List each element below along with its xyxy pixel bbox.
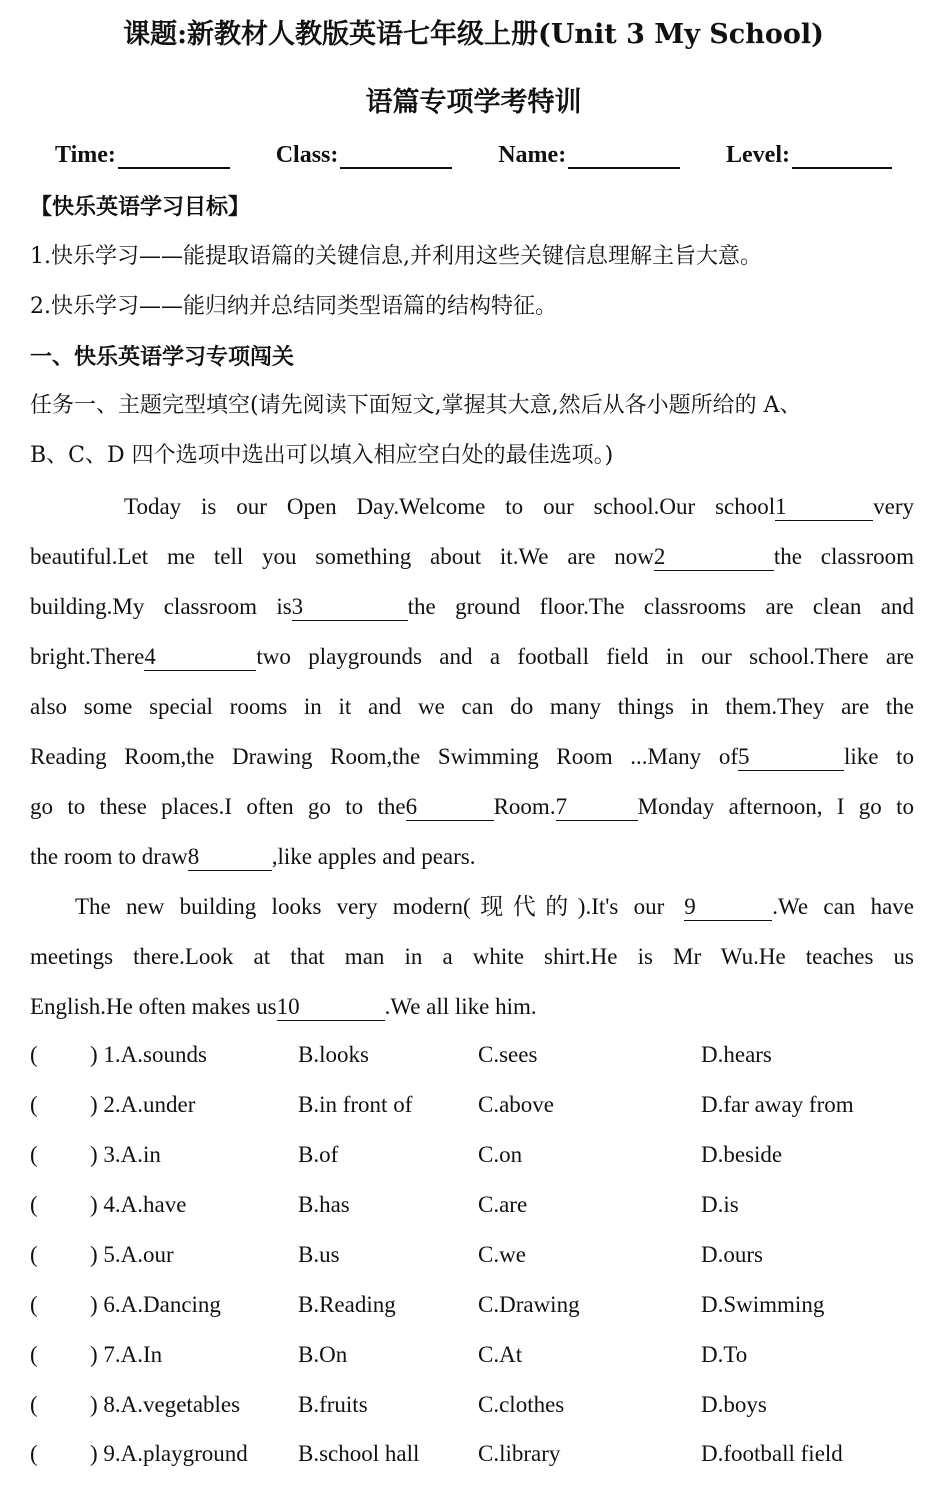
option-b[interactable]: B.of — [298, 1142, 339, 1167]
answer-paren[interactable]: ( — [30, 1441, 38, 1466]
question-row — [30, 1040, 930, 1070]
answer-paren[interactable]: ( — [30, 1192, 38, 1217]
passage-line — [30, 792, 914, 822]
student-info-row — [55, 142, 892, 169]
option-b[interactable]: B.On — [298, 1342, 348, 1367]
question-row — [30, 1290, 930, 1320]
question-stem-option-a[interactable]: ) 9.A.playground — [90, 1441, 248, 1466]
option-b[interactable]: B.has — [298, 1192, 350, 1217]
passage-line: also some special rooms in it and we can do many things in them.They are the — [30, 694, 914, 719]
option-d[interactable]: D.hears — [701, 1042, 772, 1067]
blank-7[interactable]: 7 — [556, 794, 638, 821]
blank-8[interactable]: 8 — [188, 844, 272, 871]
goal-item: 1.快乐学习——能提取语篇的关键信息,并利用这些关键信息理解主旨大意。 — [30, 244, 762, 269]
level-label: Level: — [726, 142, 790, 168]
blank-10[interactable]: 10 — [277, 994, 385, 1021]
option-d[interactable]: D.far away from — [701, 1092, 854, 1117]
option-c[interactable]: C.we — [478, 1242, 526, 1267]
passage-text: ,like apples and pears. — [271, 844, 476, 869]
passage-text: the classroom — [773, 544, 914, 569]
blank-9[interactable]: 9 — [684, 894, 772, 921]
answer-paren[interactable]: ( — [30, 1092, 38, 1117]
passage-text: bright.There — [30, 644, 145, 669]
passage-text: Today is our Open Day.Welcome to our school.Our school — [124, 494, 776, 519]
passage-line — [30, 742, 914, 772]
level-blank[interactable] — [792, 145, 892, 169]
question-row — [30, 1140, 930, 1170]
task-instruction: 任务一、主题完型填空(请先阅读下面短文,掌握其大意,然后从各小题所给的 A、 — [30, 393, 802, 418]
option-d[interactable]: D.beside — [701, 1142, 783, 1167]
passage-text: Monday afternoon, I go to — [637, 794, 914, 819]
question-stem-option-a[interactable]: ) 7.A.In — [90, 1342, 163, 1367]
passage-text: building.My classroom is — [30, 594, 292, 619]
option-c[interactable]: C.are — [478, 1192, 528, 1217]
question-stem-option-a[interactable]: ) 6.A.Dancing — [90, 1292, 221, 1317]
blank-6[interactable]: 6 — [406, 794, 494, 821]
option-c[interactable]: C.above — [478, 1092, 555, 1117]
option-b[interactable]: B.fruits — [298, 1392, 368, 1417]
option-d[interactable]: D.Swimming — [701, 1292, 825, 1317]
passage-line — [30, 542, 914, 572]
page-subtitle: 语篇专项学考特训 — [365, 87, 582, 118]
time-label: Time: — [55, 142, 116, 168]
question-stem-option-a[interactable]: ) 5.A.our — [90, 1242, 174, 1267]
passage-line — [30, 892, 914, 922]
passage-text: .We all like him. — [384, 994, 537, 1019]
page-title: 课题:新教材人教版英语七年级上册(Unit 3 My School) — [123, 19, 824, 50]
blank-3[interactable]: 3 — [292, 594, 408, 621]
option-d[interactable]: D.ours — [701, 1242, 763, 1267]
passage-line: meetings there.Look at that man in a white shirt.He is Mr Wu.He teaches us — [30, 944, 914, 969]
time-blank[interactable] — [118, 145, 230, 169]
passage-text: the room to draw — [30, 844, 188, 869]
passage-line — [30, 492, 914, 522]
time-field[interactable] — [55, 142, 230, 169]
passage-text: the ground floor.The classrooms are clean and — [407, 594, 914, 619]
name-label: Name: — [498, 142, 567, 168]
passage-line — [30, 842, 914, 872]
option-c[interactable]: C.on — [478, 1142, 523, 1167]
blank-4[interactable]: 4 — [144, 644, 256, 671]
passage-text: English.He often makes us — [30, 994, 277, 1019]
blank-5[interactable]: 5 — [738, 744, 844, 771]
option-b[interactable]: B.looks — [298, 1042, 369, 1067]
answer-paren[interactable]: ( — [30, 1242, 38, 1267]
option-b[interactable]: B.Reading — [298, 1292, 396, 1317]
passage-text: two playgrounds and a football field in our school.There are — [256, 644, 914, 669]
answer-paren[interactable]: ( — [30, 1042, 38, 1067]
answer-paren[interactable]: ( — [30, 1292, 38, 1317]
passage-line — [30, 992, 914, 1022]
name-blank[interactable] — [568, 145, 680, 169]
question-row — [30, 1439, 930, 1469]
passage-text: beautiful.Let me tell you something about it.We are now — [30, 544, 654, 569]
option-d[interactable]: D.To — [701, 1342, 748, 1367]
goals-heading: 【快乐英语学习目标】 — [30, 194, 251, 220]
question-row — [30, 1390, 930, 1420]
option-c[interactable]: C.Drawing — [478, 1292, 580, 1317]
answer-paren[interactable]: ( — [30, 1142, 38, 1167]
question-stem-option-a[interactable]: ) 2.A.under — [90, 1092, 196, 1117]
question-stem-option-a[interactable]: ) 1.A.sounds — [90, 1042, 207, 1067]
blank-2[interactable]: 2 — [654, 544, 774, 571]
question-row — [30, 1190, 930, 1220]
passage-text: Reading Room,the Drawing Room,the Swimming Room ...Many of — [30, 744, 738, 769]
task-instruction: B、C、D 四个选项中选出可以填入相应空白处的最佳选项。) — [30, 443, 614, 468]
option-b[interactable]: B.school hall — [298, 1441, 420, 1466]
class-label: Class: — [275, 142, 339, 168]
passage-text: very — [873, 494, 914, 519]
passage-text: .We can have — [772, 894, 914, 919]
option-c[interactable]: C.At — [478, 1342, 523, 1367]
question-row — [30, 1340, 930, 1370]
question-row — [30, 1090, 930, 1120]
passage-line — [30, 592, 914, 622]
option-d[interactable]: D.football field — [701, 1441, 843, 1466]
question-stem-option-a[interactable]: ) 3.A.in — [90, 1142, 161, 1167]
goal-item: 2.快乐学习——能归纳并总结同类型语篇的结构特征。 — [30, 294, 557, 319]
answer-paren[interactable]: ( — [30, 1342, 38, 1367]
passage-text: go to these places.I often go to the — [30, 794, 406, 819]
class-field[interactable] — [276, 142, 453, 169]
option-d[interactable]: D.is — [701, 1192, 739, 1217]
option-c[interactable]: C.sees — [478, 1042, 538, 1067]
class-blank[interactable] — [340, 145, 452, 169]
passage-text: Room. — [493, 794, 556, 819]
question-stem-option-a[interactable]: ) 8.A.vegetables — [90, 1392, 241, 1417]
name-field[interactable] — [498, 142, 680, 169]
blank-1[interactable]: 1 — [775, 494, 873, 521]
option-c[interactable]: C.library — [478, 1441, 561, 1466]
level-field[interactable] — [726, 142, 892, 169]
section-heading: 一、快乐英语学习专项闯关 — [30, 344, 295, 370]
answer-paren[interactable]: ( — [30, 1392, 38, 1417]
passage-text: like to — [843, 744, 914, 769]
option-d[interactable]: D.boys — [701, 1392, 767, 1417]
passage-line — [30, 642, 914, 672]
option-c[interactable]: C.clothes — [478, 1392, 565, 1417]
option-b[interactable]: B.in front of — [298, 1092, 413, 1117]
question-stem-option-a[interactable]: ) 4.A.have — [90, 1192, 187, 1217]
question-row — [30, 1240, 930, 1270]
passage-text: The new building looks very modern(现代的).It's our — [75, 894, 665, 919]
option-b[interactable]: B.us — [298, 1242, 340, 1267]
